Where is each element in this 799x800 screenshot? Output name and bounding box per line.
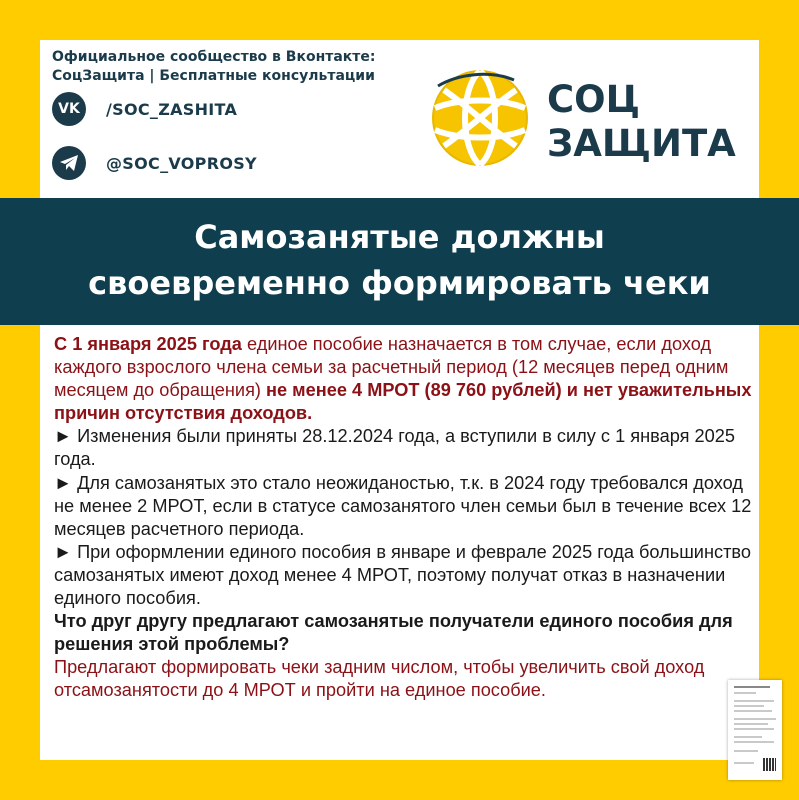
body-card: [40, 325, 759, 760]
brand-line2: ЗАЩИТА: [547, 122, 736, 165]
community-line2: СоцЗащита | Бесплатные консультации: [52, 68, 375, 84]
page-title: [0, 198, 799, 306]
telegram-link[interactable]: [52, 146, 257, 180]
brand-line1: СОЦ: [547, 78, 640, 121]
vk-icon: VK: [52, 92, 86, 126]
receipt-thumbnail: [728, 680, 782, 780]
question-text: Что друг другу предлагают самозанятые получатели единого пособия для решения этой проблемы?: [54, 611, 733, 655]
title-line2: своевременно формировать чеки: [88, 264, 711, 302]
answer-text: Предлагают формировать чеки задним числом, чтобы увеличить свой доход отсамозанятости до 4 МРОТ и пройти на единое пособие.: [54, 657, 705, 701]
vk-handle: /SOC_ZASHITA: [106, 99, 238, 119]
telegram-icon: [52, 146, 86, 180]
bullet-icon: ►: [54, 541, 73, 562]
bullet-1: ► Изменения были приняты 28.12.2024 года, а вступили в силу с 1 января 2025 года.: [54, 426, 735, 470]
header-card: [40, 40, 759, 198]
intro-emphasis: не менее 4 МРОТ (89 760 рублей) и нет уважительных причин отсутствия доходов.: [54, 380, 752, 424]
bullet-icon: ►: [54, 426, 73, 447]
community-info: [52, 48, 376, 86]
intro-paragraph: [54, 333, 756, 425]
intro-text: единое пособие назначается в том случае, если доход каждого взрослого члена семьи за расчетный период (12 месяцев перед одним месяцем до обращения): [54, 334, 729, 401]
title-line1: Самозанятые должны: [194, 218, 605, 256]
bullet-2: ► Для самозанятых это стало неожиданостью, т.к. в 2024 году требовался доход не менее 2 МРОТ, если в статусе самозанятого член семьи был в течение всех 12 месяцев расчетного периода.: [54, 472, 752, 539]
globe-logo-icon: [430, 68, 530, 168]
telegram-handle: @SOC_VOPROSY: [106, 153, 257, 173]
bullet-icon: ►: [54, 472, 73, 493]
community-line1: Официальное сообщество в Вконтакте:: [52, 49, 376, 65]
bullet-3: ► При оформлении единого пособия в январе и феврале 2025 года большинство самозанятых имеют доход менее 4 МРОТ, поэтому получат отказ в назначении единого пособия.: [54, 541, 752, 609]
qr-code-icon: [763, 758, 776, 771]
vk-link[interactable]: [52, 92, 237, 126]
brand-name: [547, 78, 736, 166]
article-text: [54, 333, 756, 703]
intro-date: С 1 января 2025 года: [54, 334, 242, 354]
title-banner: [0, 198, 799, 325]
